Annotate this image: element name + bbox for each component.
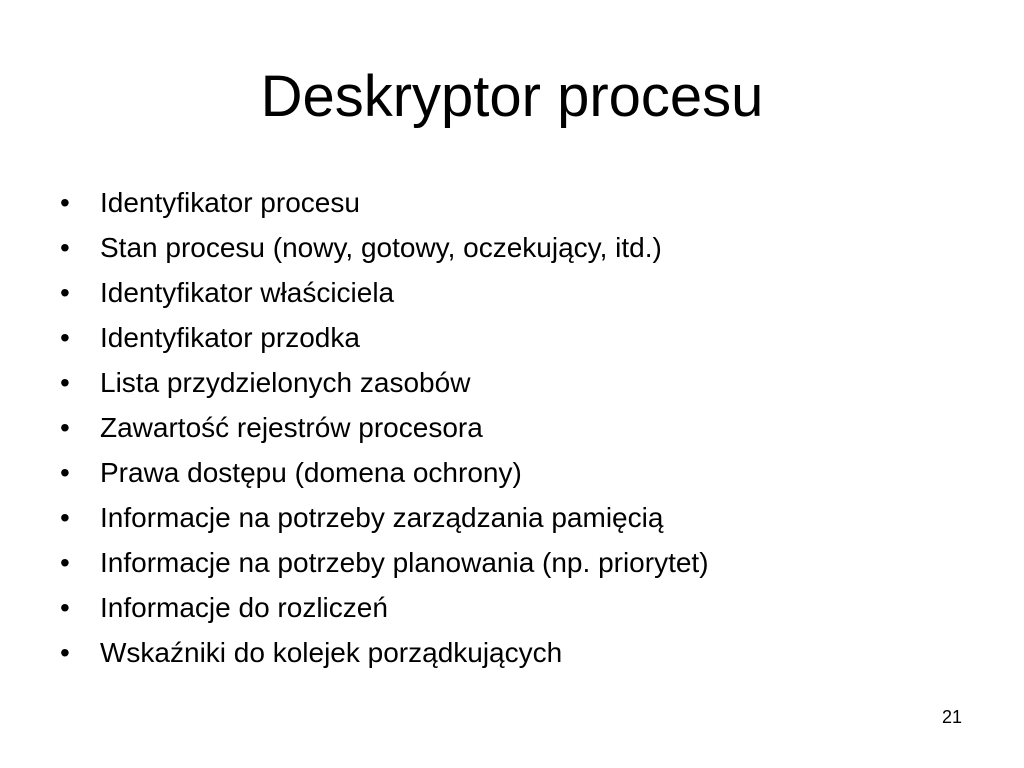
list-item-text: Prawa dostępu (domena ochrony) — [100, 457, 522, 488]
bullet-icon: • — [60, 412, 70, 443]
bullet-icon: • — [60, 592, 70, 623]
list-item-text: Lista przydzielonych zasobów — [100, 367, 471, 398]
list-item-text: Zawartość rejestrów procesora — [100, 412, 483, 443]
list-item-text: Identyfikator właściciela — [100, 277, 395, 308]
bullet-icon: • — [60, 502, 70, 533]
bullet-icon: • — [60, 547, 70, 578]
list-item-text: Identyfikator procesu — [100, 187, 360, 218]
bullet-icon: • — [60, 637, 70, 668]
list-item-text: Informacje na potrzeby planowania (np. priorytet) — [100, 547, 709, 578]
list-item-text: Informacje do rozliczeń — [100, 592, 388, 623]
list-item-text: Identyfikator przodka — [100, 322, 360, 353]
bullet-icon: • — [60, 277, 70, 308]
page-number: 21 — [941, 707, 962, 727]
bullet-icon: • — [60, 457, 70, 488]
list-item-text: Stan procesu (nowy, gotowy, oczekujący, itd.) — [100, 232, 662, 263]
bullet-icon: • — [60, 367, 70, 398]
list-item-text: Informacje na potrzeby zarządzania pamięcią — [100, 502, 664, 533]
slide-title: Deskryptor procesu — [260, 64, 764, 129]
list-item-text: Wskaźniki do kolejek porządkujących — [100, 637, 563, 668]
bullet-icon: • — [60, 187, 70, 218]
bullet-icon: • — [60, 232, 70, 263]
bullet-icon: • — [60, 322, 70, 353]
